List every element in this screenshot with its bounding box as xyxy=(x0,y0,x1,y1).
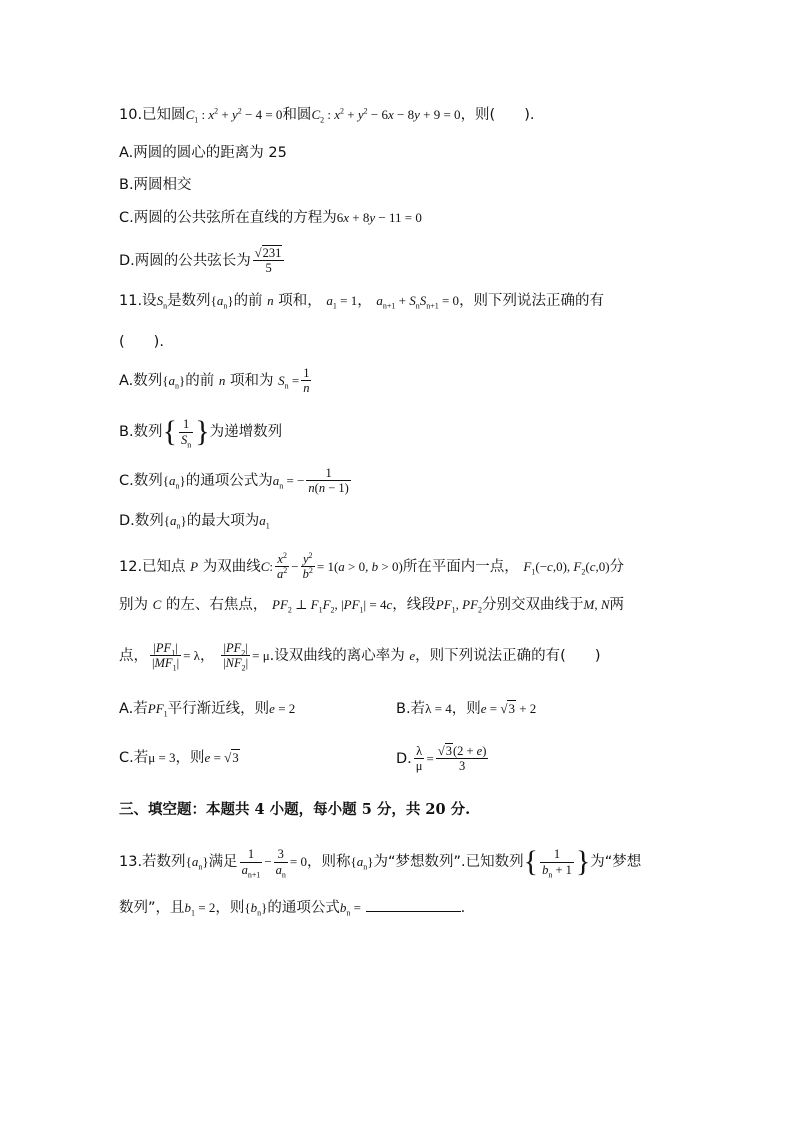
q12-option-d: D. $\frac{\lambda}{\mu}$ = $\frac{√3(2 + e)}{3}$ xyxy=(396,744,487,774)
recurrence-formula: $a_{n+1} + S_nS_{n+1} = 0$ xyxy=(376,293,460,311)
section-heading: 三、填空题：本题共 4 小题，每小题 5 分，共 20 分. xyxy=(119,801,471,818)
q12-line2: 别为 C 的左、右焦点， $PF_2$ ⊥ $F_1F_2$, $|PF_1| = 4c$，线段$PF_1$, $PF_2$分别交双曲线于M, N两 xyxy=(119,597,625,615)
foci-coordinates: $F_1(-c,0)$, $F_2(c,0)$ xyxy=(523,558,610,577)
q11-option-b: B.数列{ $\frac{1}{S_n}$ }为递增数列 xyxy=(119,415,283,449)
q12-option-c: C.若μ = 3，则e = √3 xyxy=(119,750,239,766)
q11-option-d: D.数列$\{a_n\}$的最大项为$a_1$ xyxy=(119,513,270,531)
circle-c1-equation: $C_1$ : $x^2 + y^2 - 4 = 0$ xyxy=(185,106,283,125)
q13-line2: 数列”，且$b_1 = 2$，则$\{b_n\}$的通项公式$b_n$ = . xyxy=(119,900,466,918)
q11-paren: ( ). xyxy=(119,334,164,350)
chord-length-fraction: $\frac{√231}{5}$ xyxy=(253,246,285,276)
q10-option-b: B.两圆相交 xyxy=(119,177,192,193)
q12-option-a: A.若$PF_1$平行渐近线，则e = 2 xyxy=(119,701,296,719)
q12-stem: 12.已知点 P 为双曲线C: $\frac{x^2}{a^2}$ − $\frac{y^2}{b^2}$ = 1(a > 0, b > 0)所在平面内一点， $F_1(-c,0)$, $F_2(c,0)$分 xyxy=(119,550,625,582)
q12-option-b: B.若λ = 4，则e = √3 + 2 xyxy=(396,701,537,717)
q11-option-c: C.数列$\{a_n\}$的通项公式为$a_n$ = − $\frac{1}{n(n - 1)}$ xyxy=(119,466,349,496)
q10-stem: 10.已知圆$C_1$ : $x^2 + y^2 - 4 = 0$和圆$C_2$ : $x^2 + y^2 - 6x - 8y + 9 = 0$，则( ). xyxy=(119,106,535,125)
q10-option-d: D.两圆的公共弦长为 $\frac{√231}{5}$ xyxy=(119,246,286,276)
q10-stem-text: 10.已知圆 xyxy=(119,107,186,123)
answer-blank[interactable] xyxy=(366,899,461,912)
q13-stem: 13.若数列$\{a_n\}$满足 $\frac{1}{a_{n+1}}$ − $\frac{3}{a_n}$ = 0，则称$\{a_n\}$为“梦想数列”.已知数列{ $\frac{1}{b_n + 1}$ }为“梦想 xyxy=(119,845,642,879)
q11-option-a: A.数列$\{a_n\}$的前 n 项和为 $S_n$ = $\frac{1}{n}$ xyxy=(119,366,310,396)
q10-option-c: C.两圆的公共弦所在直线的方程为6x + 8y − 11 = 0 xyxy=(119,210,422,226)
common-chord-line-equation: 6x + 8y − 11 = 0 xyxy=(336,210,422,225)
q12-line3: 点， $\frac{|PF_1|}{|MF_1|}$ = λ， $\frac{|PF_2|}{|NF_2|}$ = μ.设双曲线的离心率为 e，则下列说法正确的有( ) xyxy=(119,641,601,673)
q10-option-a: A.两圆的圆心的距离为 25 xyxy=(119,145,287,161)
q11-stem: 11.设$S_n$是数列$\{a_n\}$的前 n 项和， $a_1 = 1$， $a_{n+1} + S_nS_{n+1} = 0$，则下列说法正确的有 xyxy=(119,293,605,311)
circle-c2-equation: $C_2$ : $x^2 + y^2 - 6x - 8y + 9 = 0$ xyxy=(311,106,461,125)
